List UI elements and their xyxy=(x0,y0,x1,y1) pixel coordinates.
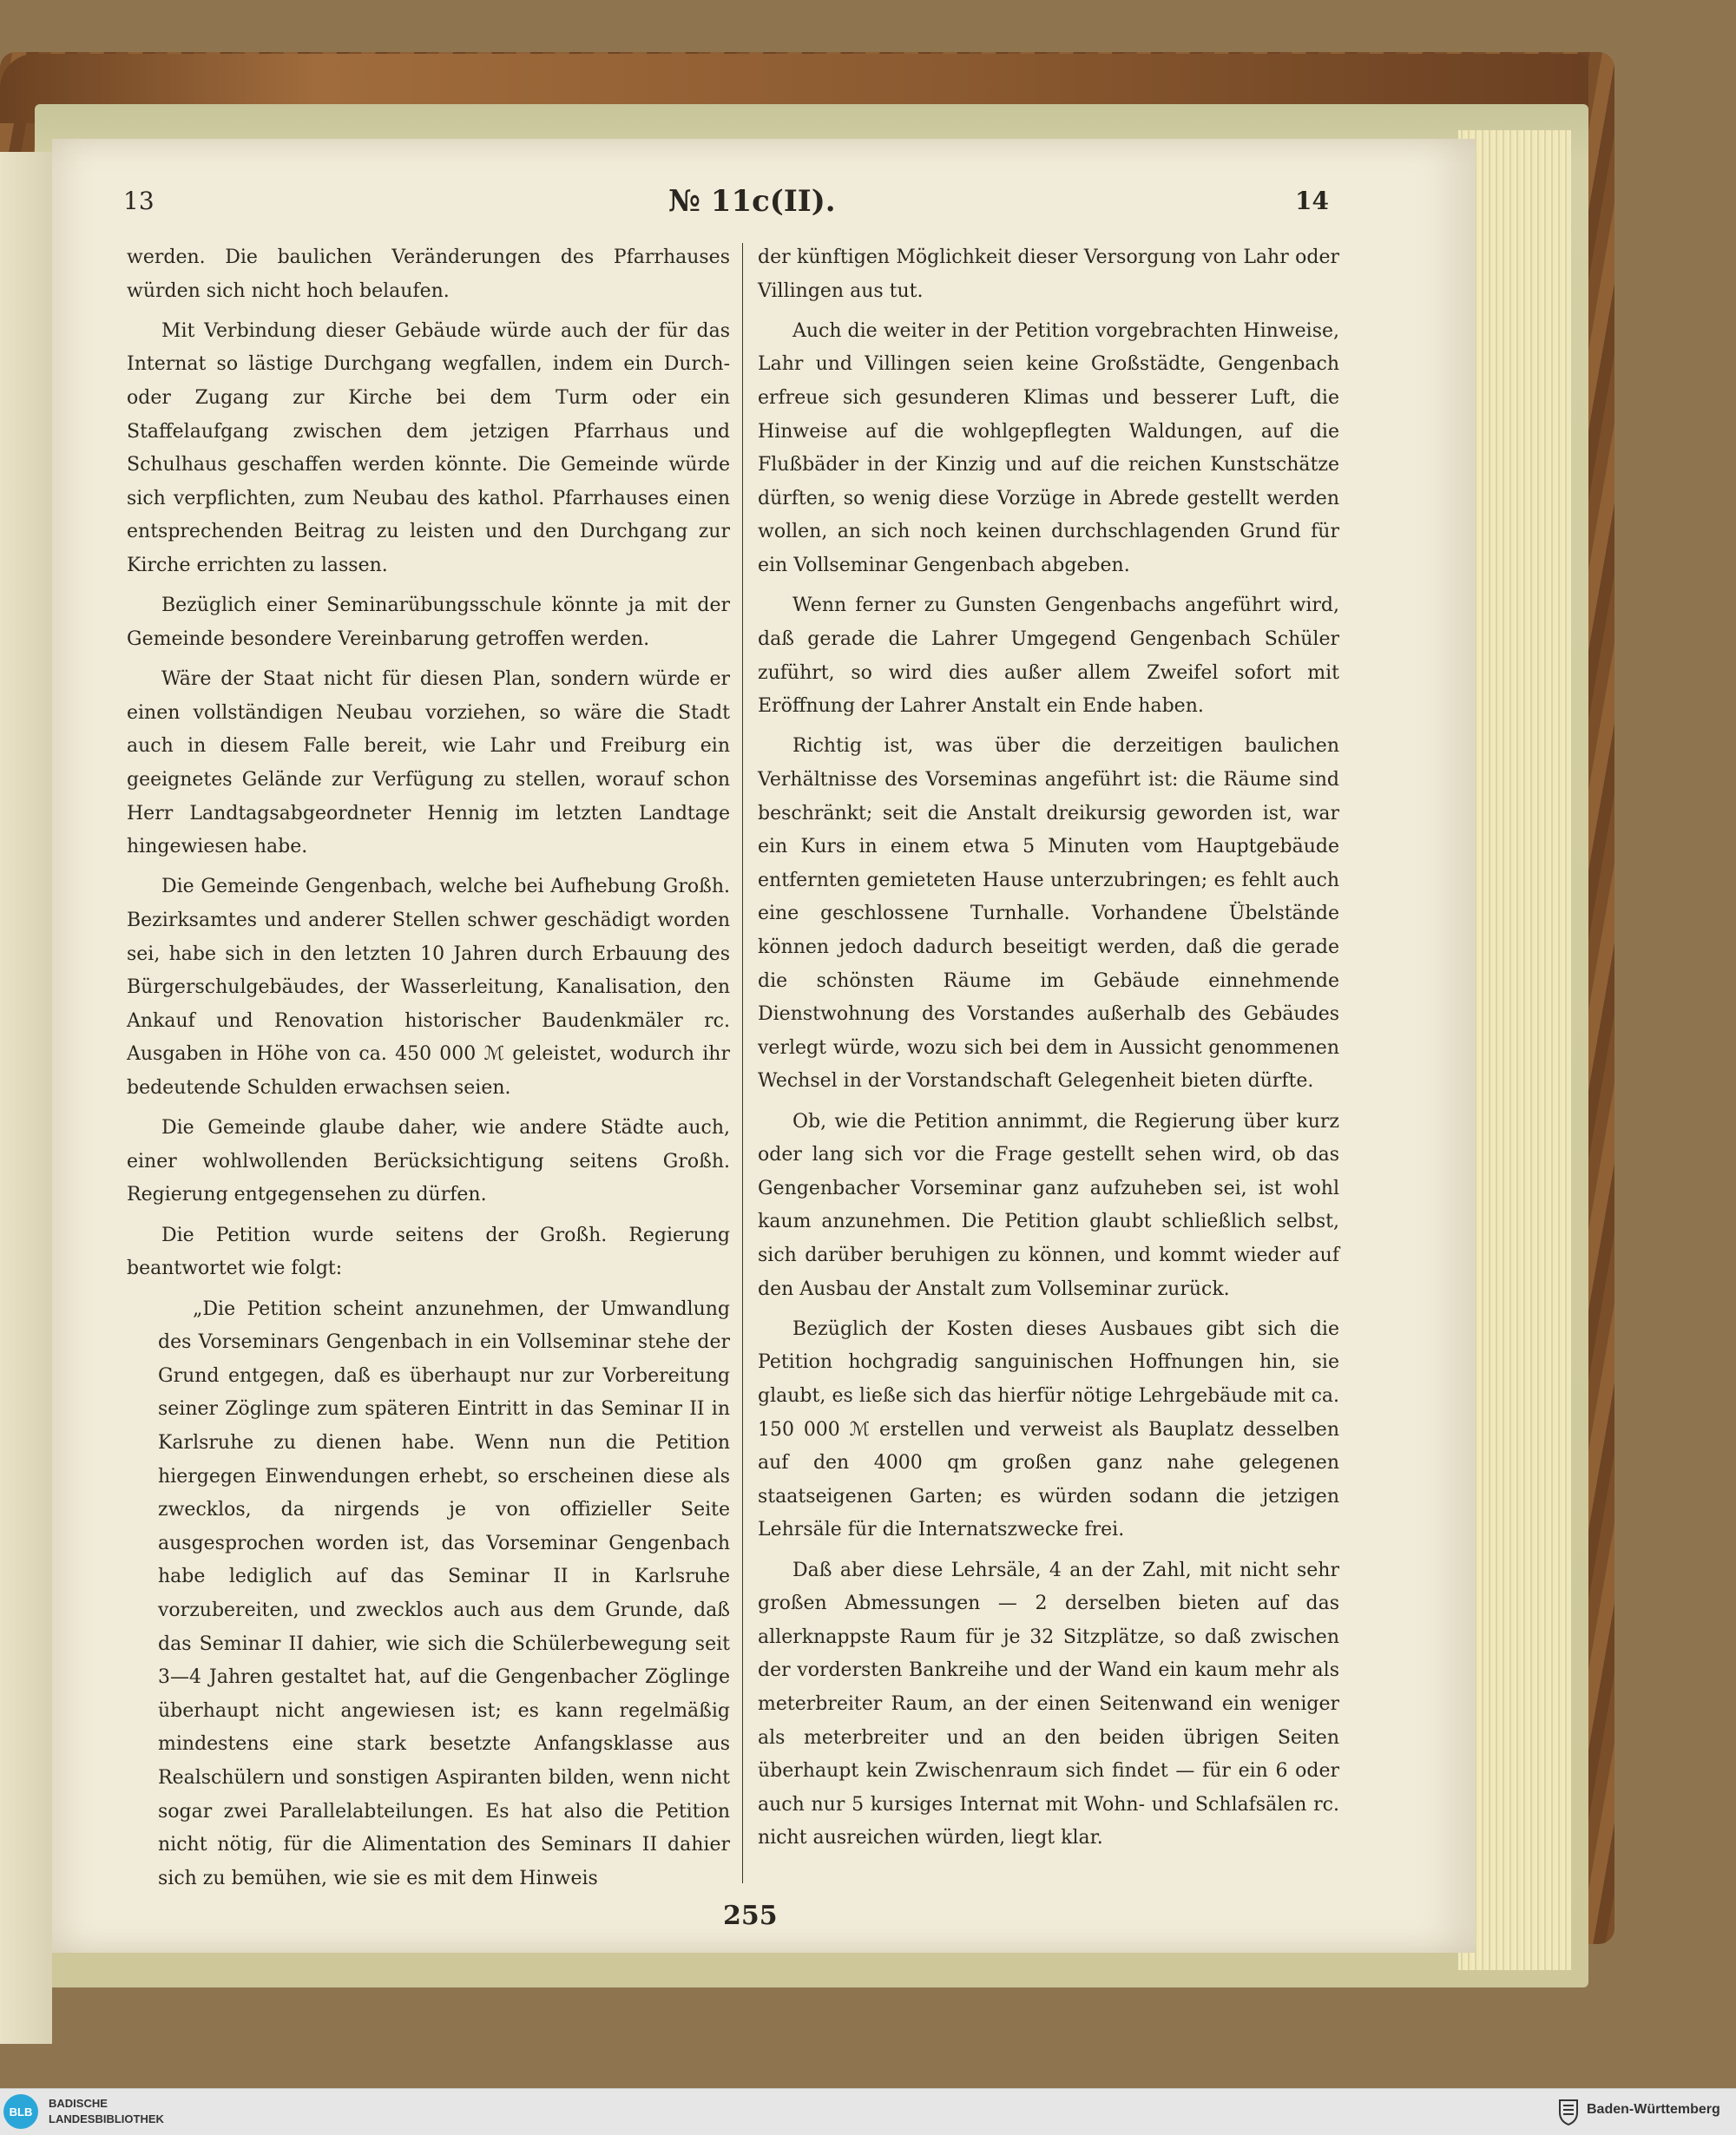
page-number-right: 14 xyxy=(1295,187,1329,215)
institution-line: BADISCHE xyxy=(49,2097,108,2110)
paragraph: Die Petition wurde seitens der Großh. Regierung beantwortet wie folgt: xyxy=(127,1224,730,1280)
paragraph: Richtig ist, was über die derzeitigen baulichen Verhältnisse des Vorseminas angeführt ist: die Räume sind beschränkt; seit die Anstalt dreikursig geworden ist, war ein Kurs in einem etwa 5 Minuten vom Hauptgebäude entfernten gemieteten Hause unterzubringen; es fehlt auch eine geschlossene Turnhalle. Vorhandene Übelstände können jedoch dadurch beseitigt werden, daß die gerade die schönsten Räume im Gebäude einnehmende Dienstwohnung des Vorstandes außerhalb des Gebäudes verlegt würde, wozu sich bei dem in Aussicht genommenen Wechsel in der Vorstandschaft Gelegenheit bieten dürfte. xyxy=(758,735,1339,1093)
page-number-left: 13 xyxy=(123,187,155,215)
paragraph: Auch die weiter in der Petition vorgebrachten Hinweise, Lahr und Villingen seien keine Großstädte, Gengenbach erfreue sich gesunderen Klimas und besserer Luft, die Hinweise auf die wohlgepflegten Waldungen, auf die Flußbäder in der Kinzig und auf die reichen Kunstschätze dürften, so wenig diese Vorzüge in Abrede gestellt werden wollen, an sich noch keinen durchschlagenden Grund für ein Vollseminar Gengenbach abgeben. xyxy=(758,319,1339,577)
paragraph: Mit Verbindung dieser Gebäude würde auch der für das Internat so lästige Durchgang wegfallen, indem ein Durch- oder Zugang zur Kirche bei dem Turm oder ein Staffelaufgang zwischen dem jetzigen Pfarrhaus und Schulhaus geschaffen werden könnte. Die Gemeinde würde sich verpflichten, zum Neubau des kathol. Pfarrhauses einen entsprechenden Beitrag zu leisten und den Durchgang zur Kirche errichten zu lassen. xyxy=(127,319,730,577)
footer-bar xyxy=(0,2088,1736,2135)
state-label: Baden-Württemberg xyxy=(1587,2102,1720,2117)
institution-line: LANDESBIBLIOTHEK xyxy=(49,2112,164,2125)
paragraph: Daß aber diese Lehrsäle, 4 an der Zahl, mit nicht sehr großen Abmessungen — 2 derselben bieten auf das allerknappste Raum für je 32 Sitzplätze, so daß zwischen der vordersten Bankreihe und der Wand ein kaum mehr als meterbreiter Raum, an der einen Seitenwand ein weniger als meterbreiter und an den beiden übrigen Seiten überhaupt kein Zwischenraum sich findet — für ein 6 oder auch nur 5 kursiges Internat mit Wohn- und Schlafsälen rc. nicht ausreichen würden, liegt klar. xyxy=(758,1559,1339,1849)
quoted-paragraph: „Die Petition scheint anzunehmen, der Umwandlung des Vorseminars Gengenbach in ein Vollseminar stehe der Grund entgegen, daß es überhaupt nur zur Vorbereitung seiner Zöglinge zum späteren Eintritt in das Seminar II in Karlsruhe zu dienen habe. Wenn nun die Petition hiergegen Einwendungen erhebt, so erscheinen diese als zwecklos, da nirgends je von offizieller Seite ausgesprochen worden ist, das Vorseminar Gengenbach habe lediglich auf das Seminar II in Karlsruhe vorzubereiten, und zwecklos auch aus dem Grunde, daß das Seminar II dahier, wie sich die Schülerbewegung seit 3—4 Jahren gestaltet hat, auf die Gengenbacher Zöglinge überhaupt nicht angewiesen ist; es kann regelmäßig mindestens eine stark besetzte Anfangsklasse aus Realschülern und sonstigen Aspiranten bilden, wenn nicht sogar zwei Parallelabteilungen. Es hat also die Petition nicht nötig, für die Alimentation des Seminars II dahier sich zu bemühen, wie sie es mit dem Hinweis xyxy=(158,1297,730,1889)
page-number-bottom: 255 xyxy=(723,1901,778,1931)
paragraph: Wäre der Staat nicht für diesen Plan, sondern würde er einen vollständigen Neubau vorziehen, so wäre die Stadt auch in diesem Falle bereit, wie Lahr und Freiburg ein geeignetes Gelände zur Verfügung zu stellen, worauf schon Herr Landtagsabgeordneter Hennig im letzten Landtage hingewiesen habe. xyxy=(127,668,730,858)
paragraph: Wenn ferner zu Gunsten Gengenbachs angeführt wird, daß gerade die Lahrer Umgegend Gengenbach Schüler zuführt, so wird dies außer allem Zweifel sofort mit Eröffnung der Lahrer Anstalt ein Ende haben. xyxy=(758,595,1339,718)
paragraph: Bezüglich der Kosten dieses Ausbaues gibt sich die Petition hochgradig sanguinischen Hoffnungen hin, sie glaubt, es ließe sich das hierfür nötige Lehrgebäude mit ca. 150 000 ℳ erstellen und verweist als Bauplatz desselben auf den 4000 qm großen ganz nahe gelegenen staatseigenen Garten; es würden sodann die jetzigen Lehrsäle für die Internatszwecke frei. xyxy=(758,1317,1339,1541)
column-divider xyxy=(742,243,743,1883)
blb-logo[interactable]: BLB xyxy=(3,2094,38,2129)
paragraph: der künftigen Möglichkeit dieser Versorgung von Lahr oder Villingen aus tut. xyxy=(758,246,1339,302)
right-column xyxy=(758,241,1339,1862)
institution-name xyxy=(49,2096,164,2127)
facing-page-edge xyxy=(0,152,52,2044)
paragraph: Die Gemeinde Gengenbach, welche bei Aufhebung Großh. Bezirksamtes und anderer Stellen schwer geschädigt worden sei, habe sich in den letzten 10 Jahren durch Erbauung des Bürgerschulgebäudes, der Wasserleitung, Kanalisation, den Ankauf und Renovation historischer Baudenkmäler rc. Ausgaben in Höhe von ca. 450 000 ℳ geleistet, wodurch ihr bedeutende Schulden erwachsen seien. xyxy=(127,876,730,1099)
paragraph: Ob, wie die Petition annimmt, die Regierung über kurz oder lang sich vor die Frage gestellt sehen wird, ob das Gengenbacher Vorseminar ganz aufzuheben sei, ist wohl kaum anzunehmen. Die Petition glaubt schließlich selbst, sich darüber beruhigen zu können, und kommt wieder auf den Ausbau der Anstalt zum Vollseminar zurück. xyxy=(758,1110,1339,1300)
paragraph: werden. Die baulichen Veränderungen des Pfarrhauses würden sich nicht hoch belaufen. xyxy=(127,246,730,302)
left-column xyxy=(127,241,730,1902)
paragraph: Bezüglich einer Seminarübungsschule könnte ja mit der Gemeinde besondere Vereinbarung getroffen werden. xyxy=(127,595,730,650)
paragraph: Die Gemeinde glaube daher, wie andere Städte auch, einer wohlwollenden Berücksichtigung seitens Großh. Regierung entgegensehen zu dürfen. xyxy=(127,1117,730,1206)
state-crest-icon[interactable] xyxy=(1556,2097,1581,2126)
issue-number: № 11c(II). xyxy=(668,184,836,219)
